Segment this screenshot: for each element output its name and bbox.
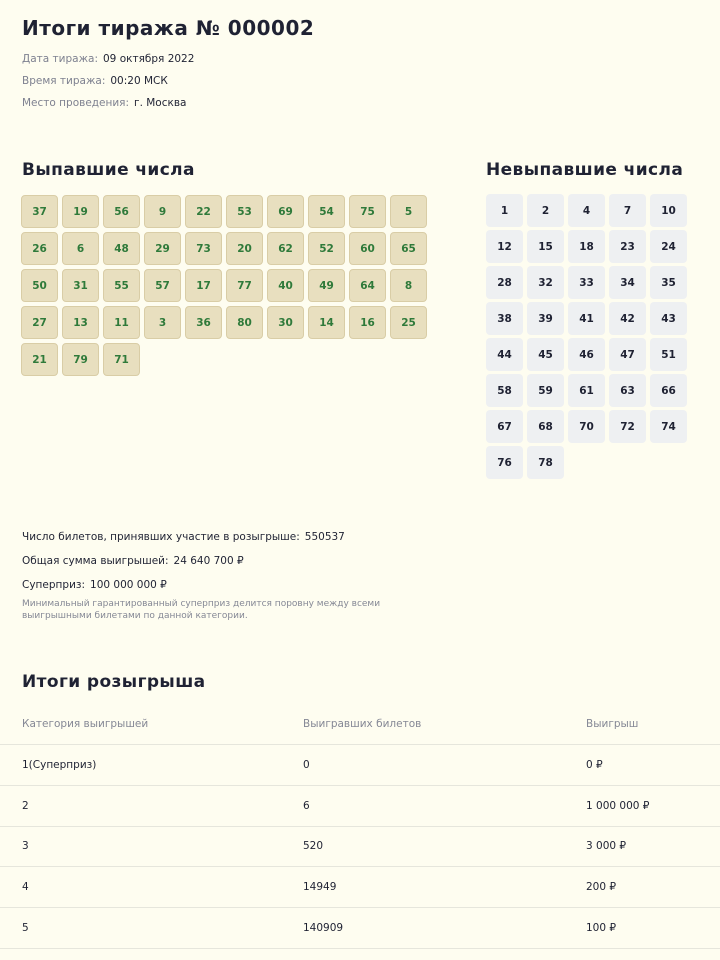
total-winnings-value: 24 640 700 ₽: [173, 555, 244, 567]
draw-place: [22, 97, 186, 109]
undrawn-number: 32: [527, 266, 564, 299]
column-header-winners: Выигравших билетов: [303, 718, 422, 730]
drawn-number: 60: [349, 232, 386, 265]
drawn-number: 5: [390, 195, 427, 228]
winners-cell: 0: [303, 758, 310, 771]
draw-time-value: 00:20 МСК: [110, 75, 168, 87]
drawn-number: 26: [21, 232, 58, 265]
prize-cell: 100 ₽: [586, 922, 617, 935]
undrawn-number: 78: [527, 446, 564, 479]
superprize: [22, 579, 167, 591]
draw-date: [22, 53, 194, 65]
undrawn-number: 44: [486, 338, 523, 371]
drawn-number: 17: [185, 269, 222, 302]
prize-cell: 0 ₽: [586, 758, 603, 771]
undrawn-number: 24: [650, 230, 687, 263]
undrawn-number: 23: [609, 230, 646, 263]
draw-time-label: Время тиража:: [22, 75, 106, 87]
drawn-number: 53: [226, 195, 263, 228]
undrawn-number: 58: [486, 374, 523, 407]
winners-cell: 14949: [303, 881, 337, 894]
undrawn-number: 74: [650, 410, 687, 443]
undrawn-number: 43: [650, 302, 687, 335]
undrawn-number: 41: [568, 302, 605, 335]
drawn-number: 31: [62, 269, 99, 302]
results-heading: Итоги розыгрыша: [22, 672, 206, 692]
drawn-number: 27: [21, 306, 58, 339]
drawn-number: 49: [308, 269, 345, 302]
total-winnings: [22, 555, 244, 567]
undrawn-number: 12: [486, 230, 523, 263]
drawn-number: 21: [21, 343, 58, 376]
undrawn-number: 51: [650, 338, 687, 371]
category-cell: 3: [22, 840, 29, 853]
undrawn-number: 68: [527, 410, 564, 443]
prize-cell: 200 ₽: [586, 881, 617, 894]
drawn-number: 9: [144, 195, 181, 228]
undrawn-number: 66: [650, 374, 687, 407]
drawn-number: 71: [103, 343, 140, 376]
drawn-number: 40: [267, 269, 304, 302]
superprize-label: Суперприз:: [22, 579, 86, 591]
undrawn-number: 59: [527, 374, 564, 407]
drawn-number: 25: [390, 306, 427, 339]
undrawn-number: 7: [609, 194, 646, 227]
tickets-count: [22, 531, 345, 543]
undrawn-number: 45: [527, 338, 564, 371]
undrawn-number: 42: [609, 302, 646, 335]
drawn-number: 14: [308, 306, 345, 339]
drawn-number: 75: [349, 195, 386, 228]
undrawn-number: 4: [568, 194, 605, 227]
column-header-category: Категория выигрышей: [22, 718, 149, 730]
undrawn-number: 76: [486, 446, 523, 479]
drawn-number: 80: [226, 306, 263, 339]
drawn-number: 77: [226, 269, 263, 302]
drawn-number: 6: [62, 232, 99, 265]
undrawn-number: 2: [527, 194, 564, 227]
total-winnings-label: Общая сумма выигрышей:: [22, 555, 169, 567]
tickets-count-label: Число билетов, принявших участие в розыгрыше:: [22, 531, 300, 543]
table-row: [0, 745, 720, 786]
drawn-number: 29: [144, 232, 181, 265]
table-row: [0, 786, 720, 827]
drawn-number: 30: [267, 306, 304, 339]
winners-cell: 520: [303, 840, 324, 853]
results-table: [0, 704, 720, 949]
tickets-count-value: 550537: [304, 531, 345, 543]
drawn-number: 54: [308, 195, 345, 228]
undrawn-numbers-grid: [486, 194, 687, 479]
winners-cell: 6: [303, 799, 310, 812]
undrawn-number: 70: [568, 410, 605, 443]
undrawn-number: 18: [568, 230, 605, 263]
drawn-number: 37: [21, 195, 58, 228]
drawn-number: 73: [185, 232, 222, 265]
table-row: [0, 908, 720, 949]
draw-place-label: Место проведения:: [22, 97, 130, 109]
category-cell: 4: [22, 881, 29, 894]
drawn-number: 19: [62, 195, 99, 228]
drawn-number: 64: [349, 269, 386, 302]
undrawn-number: 63: [609, 374, 646, 407]
drawn-number: 56: [103, 195, 140, 228]
undrawn-number: 33: [568, 266, 605, 299]
column-header-prize: Выигрыш: [586, 718, 639, 730]
drawn-number: 69: [267, 195, 304, 228]
undrawn-number: 1: [486, 194, 523, 227]
category-cell: 2: [22, 799, 29, 812]
undrawn-number: 46: [568, 338, 605, 371]
category-cell: 1(Суперприз): [22, 758, 97, 771]
undrawn-number: 72: [609, 410, 646, 443]
undrawn-number: 35: [650, 266, 687, 299]
drawn-number: 65: [390, 232, 427, 265]
drawn-number: 52: [308, 232, 345, 265]
draw-time: [22, 75, 168, 87]
prize-cell: 1 000 000 ₽: [586, 799, 650, 812]
draw-date-value: 09 октября 2022: [103, 53, 195, 65]
undrawn-number: 39: [527, 302, 564, 335]
drawn-number: 20: [226, 232, 263, 265]
drawn-number: 3: [144, 306, 181, 339]
drawn-numbers-heading: Выпавшие числа: [22, 160, 195, 180]
drawn-number: 11: [103, 306, 140, 339]
undrawn-number: 38: [486, 302, 523, 335]
undrawn-number: 28: [486, 266, 523, 299]
undrawn-number: 15: [527, 230, 564, 263]
category-cell: 5: [22, 922, 29, 935]
table-header-row: [0, 704, 720, 745]
drawn-number: 36: [185, 306, 222, 339]
drawn-number: 57: [144, 269, 181, 302]
undrawn-number: 10: [650, 194, 687, 227]
drawn-number: 8: [390, 269, 427, 302]
superprize-value: 100 000 000 ₽: [90, 579, 167, 591]
prize-cell: 3 000 ₽: [586, 840, 627, 853]
drawn-number: 13: [62, 306, 99, 339]
table-row: [0, 867, 720, 908]
undrawn-number: 61: [568, 374, 605, 407]
drawn-number: 50: [21, 269, 58, 302]
undrawn-number: 34: [609, 266, 646, 299]
drawn-number: 55: [103, 269, 140, 302]
drawn-number: 22: [185, 195, 222, 228]
undrawn-number: 47: [609, 338, 646, 371]
drawn-numbers-grid: [21, 195, 427, 376]
drawn-number: 79: [62, 343, 99, 376]
draw-date-label: Дата тиража:: [22, 53, 98, 65]
undrawn-number: 67: [486, 410, 523, 443]
draw-place-value: г. Москва: [134, 97, 187, 109]
drawn-number: 62: [267, 232, 304, 265]
undrawn-numbers-heading: Невыпавшие числа: [486, 160, 684, 180]
table-row: [0, 827, 720, 868]
superprize-note: Минимальный гарантированный суперприз делится поровну между всеми выигрышными билетами по данной категории.: [22, 599, 381, 621]
page-title: Итоги тиража № 000002: [22, 16, 315, 40]
winners-cell: 140909: [303, 922, 344, 935]
drawn-number: 48: [103, 232, 140, 265]
drawn-number: 16: [349, 306, 386, 339]
